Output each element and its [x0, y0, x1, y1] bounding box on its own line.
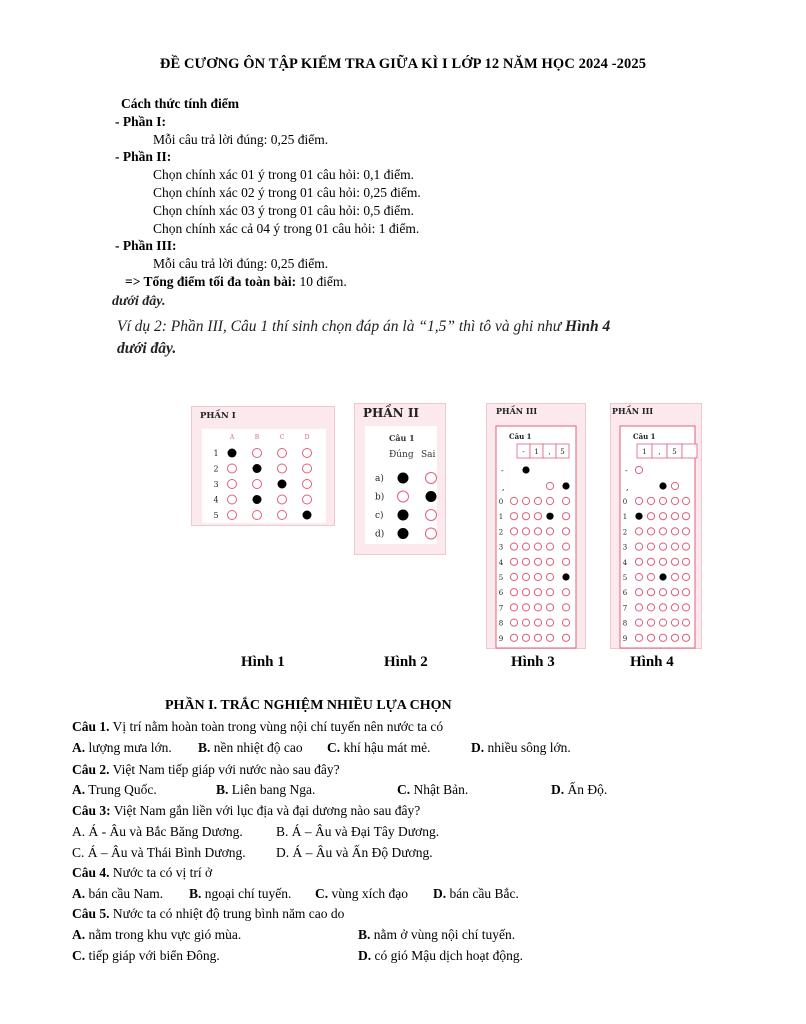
empty-bubble	[682, 513, 689, 520]
empty-bubble	[426, 473, 437, 484]
part3-rule: Mỗi câu trả lời đúng: 0,25 điểm.	[153, 256, 329, 272]
digit-label: 5	[498, 574, 504, 582]
digit-label: 7	[622, 604, 628, 613]
filled-bubble	[398, 510, 409, 521]
filled-bubble	[253, 464, 262, 473]
figure-2-caption: Hình 2	[384, 654, 428, 670]
empty-bubble	[534, 619, 541, 626]
column-label: A	[229, 434, 235, 441]
filled-bubble	[562, 573, 569, 580]
empty-bubble	[671, 589, 678, 596]
empty-bubble	[647, 634, 654, 641]
filled-bubble	[303, 511, 312, 520]
question-label: Câu 1	[509, 432, 532, 441]
empty-bubble	[546, 528, 553, 535]
empty-bubble	[534, 573, 541, 580]
item-label: a)	[375, 474, 384, 484]
empty-bubble	[278, 495, 287, 504]
column-label: B	[254, 434, 260, 441]
section-1-heading: PHẦN I. TRẮC NGHIỆM NHIỀU LỰA CHỌN	[165, 698, 452, 713]
empty-bubble	[534, 528, 541, 535]
empty-bubble	[562, 558, 569, 565]
empty-bubble	[682, 543, 689, 550]
filled-bubble	[522, 466, 529, 473]
figure-2-question: Câu 1	[389, 433, 415, 443]
empty-bubble	[398, 491, 409, 502]
digit-label: 3	[498, 543, 504, 552]
digit-label: 2	[498, 528, 504, 537]
empty-bubble	[659, 634, 666, 641]
empty-bubble	[534, 604, 541, 611]
empty-bubble	[647, 543, 654, 550]
q2-option-a: A. Trung Quốc.	[72, 782, 157, 797]
filled-bubble	[398, 473, 409, 484]
part2-rule: Chọn chính xác cả 04 ý trong 01 câu hỏi: 1 điểm.	[153, 220, 420, 236]
empty-bubble	[510, 558, 517, 565]
figure-1-caption: Hình 1	[241, 654, 285, 670]
answer-box-value: ,	[548, 448, 551, 456]
part2-rule: Chọn chính xác 02 ý trong 01 câu hỏi: 0,25 điểm.	[153, 184, 421, 200]
empty-bubble	[659, 604, 666, 611]
empty-bubble	[647, 604, 654, 611]
empty-bubble	[635, 528, 642, 535]
empty-bubble	[228, 511, 237, 520]
empty-bubble	[659, 619, 666, 626]
digit-label: 6	[622, 589, 628, 598]
empty-bubble	[522, 513, 529, 520]
empty-bubble	[635, 589, 642, 596]
filled-bubble	[253, 495, 262, 504]
q2-option-d: D. Ấn Độ.	[551, 782, 608, 797]
figure-4-bubbles	[611, 404, 701, 648]
empty-bubble	[534, 558, 541, 565]
empty-bubble	[682, 634, 689, 641]
empty-bubble	[635, 604, 642, 611]
q1-option-d: D. nhiều sông lớn.	[471, 740, 571, 755]
empty-bubble	[635, 634, 642, 641]
figure-1-inner	[202, 429, 326, 523]
figure-1-title: PHẦN I	[200, 411, 236, 421]
item-label: d)	[375, 529, 385, 540]
q4-option-a: A. bán cầu Nam.	[72, 886, 164, 901]
figure-3-answer-sheet	[486, 403, 586, 649]
cropped-text-line: dưới đây.	[112, 294, 166, 309]
item-label: b)	[375, 492, 385, 503]
empty-bubble	[303, 495, 312, 504]
empty-bubble	[534, 497, 541, 504]
empty-bubble	[522, 619, 529, 626]
empty-bubble	[659, 528, 666, 535]
q5-option-c: C. tiếp giáp với biển Đông.	[72, 948, 220, 963]
figure-1-answer-sheet	[191, 406, 335, 526]
empty-bubble	[562, 543, 569, 550]
empty-bubble	[534, 543, 541, 550]
digit-label: 3	[622, 543, 628, 552]
empty-bubble	[522, 558, 529, 565]
comma-label: ,	[502, 483, 505, 492]
empty-bubble	[635, 543, 642, 550]
empty-bubble	[682, 497, 689, 504]
part2-label: - Phần II:	[115, 149, 172, 165]
empty-bubble	[671, 604, 678, 611]
q1-option-b: B. nền nhiệt độ cao	[198, 740, 303, 755]
empty-bubble	[510, 543, 517, 550]
empty-bubble	[278, 449, 287, 458]
empty-bubble	[510, 619, 517, 626]
empty-bubble	[635, 619, 642, 626]
question-1: Câu 1. Vị trí nằm hoàn toàn trong vùng nội chí tuyến nên nước ta có	[72, 719, 444, 734]
filled-bubble	[635, 513, 642, 520]
empty-bubble	[546, 589, 553, 596]
empty-bubble	[562, 604, 569, 611]
document-title: ĐỀ CƯƠNG ÔN TẬP KIỂM TRA GIỮA KÌ I LỚP 12 NĂM HỌC 2024 -2025	[159, 56, 647, 72]
empty-bubble	[635, 497, 642, 504]
empty-bubble	[546, 604, 553, 611]
empty-bubble	[510, 497, 517, 504]
figure-1-bubbles	[192, 407, 334, 525]
filled-bubble	[659, 573, 666, 580]
digit-label: 4	[622, 558, 628, 567]
empty-bubble	[546, 482, 553, 489]
figure-2-bubbles	[355, 404, 445, 554]
empty-bubble	[426, 528, 437, 539]
empty-bubble	[671, 513, 678, 520]
empty-bubble	[659, 513, 666, 520]
empty-bubble	[510, 528, 517, 535]
empty-bubble	[647, 573, 654, 580]
empty-bubble	[510, 573, 517, 580]
empty-bubble	[534, 513, 541, 520]
figure-3-title: PHẦN III	[496, 406, 538, 416]
digit-label: 5	[622, 574, 628, 582]
answer-box-value: 5	[560, 448, 565, 456]
q4-option-d: D. bán cầu Bắc.	[433, 886, 519, 901]
answer-box-value: -	[522, 448, 525, 456]
part2-rule: Chọn chính xác 03 ý trong 01 câu hỏi: 0,5 điểm.	[153, 202, 414, 218]
filled-bubble	[659, 482, 666, 489]
q3-option-c: C. Á – Âu và Thái Bình Dương.	[72, 845, 246, 860]
digit-label: 1	[622, 513, 628, 522]
empty-bubble	[647, 558, 654, 565]
empty-bubble	[671, 482, 678, 489]
answer-box	[682, 444, 697, 458]
part3-label: - Phần III:	[115, 238, 177, 254]
empty-bubble	[635, 466, 642, 473]
q5-option-b: B. nằm ở vùng nội chí tuyến.	[358, 927, 516, 942]
digit-label: 7	[498, 604, 504, 613]
empty-bubble	[562, 513, 569, 520]
q2-option-b: B. Liên bang Nga.	[216, 782, 316, 797]
empty-bubble	[659, 497, 666, 504]
q1-option-c: C. khí hậu mát mẻ.	[327, 740, 431, 755]
empty-bubble	[522, 604, 529, 611]
empty-bubble	[671, 634, 678, 641]
empty-bubble	[546, 558, 553, 565]
scoring-heading: Cách thức tính điểm	[121, 96, 239, 111]
empty-bubble	[228, 464, 237, 473]
empty-bubble	[522, 573, 529, 580]
q3-option-a: A. Á - Âu và Bắc Băng Dương.	[72, 824, 243, 839]
q5-option-a: A. nằm trong khu vực gió mùa.	[72, 927, 242, 942]
q4-option-c: C. vùng xích đạo	[315, 886, 408, 901]
empty-bubble	[426, 510, 437, 521]
empty-bubble	[546, 497, 553, 504]
q3-option-d: D. Á – Âu và Ấn Độ Dương.	[276, 845, 433, 860]
figure-2-title: PHẦN II	[363, 406, 420, 420]
sign-label: -	[501, 466, 504, 475]
empty-bubble	[562, 634, 569, 641]
question-5: Câu 5. Nước ta có nhiệt độ trung bình năm cao do	[72, 906, 345, 921]
q2-option-c: C. Nhật Bản.	[397, 782, 469, 797]
empty-bubble	[228, 480, 237, 489]
digit-label: 9	[622, 634, 628, 643]
figure-2-answer-sheet	[354, 403, 446, 555]
figure-4-caption: Hình 4	[630, 654, 674, 670]
empty-bubble	[671, 573, 678, 580]
empty-bubble	[546, 543, 553, 550]
column-label: D	[304, 434, 310, 441]
total-value: 10 điểm.	[296, 273, 347, 289]
filled-bubble	[562, 482, 569, 489]
empty-bubble	[682, 558, 689, 565]
example-paragraph: Ví dụ 2: Phần III, Câu 1 thí sinh chọn đáp án là “1,5” thì tô và ghi như Hình 4 dưới đây.	[117, 318, 611, 357]
answer-box-value: 1	[642, 448, 647, 456]
empty-bubble	[278, 464, 287, 473]
q3-option-b: B. Á – Âu và Đại Tây Dương.	[276, 824, 440, 839]
answer-box-value: 5	[672, 448, 677, 456]
part2-rule: Chọn chính xác 01 ý trong 01 câu hỏi: 0,1 điểm.	[153, 167, 414, 183]
q1-option-a: A. lượng mưa lớn.	[72, 740, 172, 755]
row-label: 2	[213, 464, 219, 474]
figure-4-title: PHẦN III	[612, 406, 654, 416]
empty-bubble	[647, 528, 654, 535]
comma-label: ,	[626, 483, 629, 492]
filled-bubble	[546, 513, 553, 520]
empty-bubble	[253, 511, 262, 520]
empty-bubble	[546, 634, 553, 641]
figure-3-caption: Hình 3	[511, 654, 555, 670]
digit-label: 0	[622, 498, 628, 506]
empty-bubble	[635, 558, 642, 565]
q5-option-d: D. có gió Mậu dịch hoạt động.	[358, 948, 523, 963]
figure-2-false-label: Sai	[421, 450, 436, 460]
empty-bubble	[671, 497, 678, 504]
empty-bubble	[510, 604, 517, 611]
part1-label: - Phần I:	[115, 113, 167, 129]
filled-bubble	[398, 528, 409, 539]
digit-label: 1	[498, 513, 504, 522]
empty-bubble	[522, 497, 529, 504]
inner-sheet	[496, 426, 576, 648]
empty-bubble	[253, 480, 262, 489]
empty-bubble	[278, 511, 287, 520]
row-label: 1	[213, 449, 219, 458]
scoring-section	[115, 95, 421, 291]
filled-bubble	[278, 480, 287, 489]
filled-bubble	[426, 491, 437, 502]
empty-bubble	[253, 449, 262, 458]
empty-bubble	[647, 619, 654, 626]
part1-rule: Mỗi câu trả lời đúng: 0,25 điểm.	[153, 131, 329, 147]
empty-bubble	[671, 558, 678, 565]
empty-bubble	[671, 619, 678, 626]
example-tail: dưới đây.	[117, 340, 177, 357]
empty-bubble	[659, 543, 666, 550]
row-label: 3	[213, 480, 219, 489]
digit-label: 4	[498, 558, 504, 567]
row-label: 5	[213, 511, 219, 520]
empty-bubble	[522, 528, 529, 535]
empty-bubble	[534, 634, 541, 641]
empty-bubble	[303, 480, 312, 489]
filled-bubble	[228, 449, 237, 458]
empty-bubble	[682, 528, 689, 535]
question-2: Câu 2. Việt Nam tiếp giáp với nước nào sau đây?	[72, 762, 340, 777]
example-bold: Hình 4	[565, 318, 611, 335]
empty-bubble	[671, 543, 678, 550]
empty-bubble	[522, 589, 529, 596]
empty-bubble	[546, 573, 553, 580]
answer-box-value: 1	[534, 448, 539, 456]
figure-3-bubbles	[487, 404, 585, 648]
empty-bubble	[510, 589, 517, 596]
answer-box-value: ,	[658, 448, 661, 456]
empty-bubble	[647, 497, 654, 504]
digit-label: 8	[498, 619, 504, 628]
empty-bubble	[522, 543, 529, 550]
empty-bubble	[659, 589, 666, 596]
empty-bubble	[228, 495, 237, 504]
digit-label: 2	[622, 528, 628, 537]
total-label: => Tổng điểm tối đa toàn bài:	[125, 273, 297, 289]
empty-bubble	[682, 619, 689, 626]
empty-bubble	[682, 573, 689, 580]
empty-bubble	[510, 513, 517, 520]
inner-sheet	[620, 426, 695, 648]
sign-label: -	[625, 466, 628, 475]
total-score	[115, 273, 421, 291]
figure-4-answer-sheet	[610, 403, 702, 649]
empty-bubble	[671, 528, 678, 535]
empty-bubble	[562, 619, 569, 626]
digit-label: 6	[498, 589, 504, 598]
empty-bubble	[303, 464, 312, 473]
empty-bubble	[682, 589, 689, 596]
column-label: C	[279, 434, 285, 441]
empty-bubble	[546, 619, 553, 626]
digit-label: 9	[498, 634, 504, 643]
empty-bubble	[534, 589, 541, 596]
item-label: c)	[375, 511, 384, 521]
q4-option-b: B. ngoại chí tuyến.	[189, 886, 292, 901]
question-3: Câu 3: Việt Nam gắn liền với lục địa và đại dương nào sau đây?	[72, 803, 421, 818]
empty-bubble	[562, 497, 569, 504]
question-label: Câu 1	[633, 432, 656, 441]
empty-bubble	[303, 449, 312, 458]
digit-label: 0	[498, 498, 504, 506]
row-label: 4	[213, 495, 219, 505]
empty-bubble	[647, 513, 654, 520]
digit-label: 8	[622, 619, 628, 628]
question-4: Câu 4. Nước ta có vị trí ở	[72, 865, 213, 880]
empty-bubble	[682, 604, 689, 611]
empty-bubble	[647, 589, 654, 596]
empty-bubble	[522, 634, 529, 641]
empty-bubble	[562, 589, 569, 596]
figure-2-true-label: Đúng	[389, 450, 414, 460]
empty-bubble	[659, 558, 666, 565]
empty-bubble	[510, 634, 517, 641]
empty-bubble	[562, 528, 569, 535]
empty-bubble	[635, 573, 642, 580]
